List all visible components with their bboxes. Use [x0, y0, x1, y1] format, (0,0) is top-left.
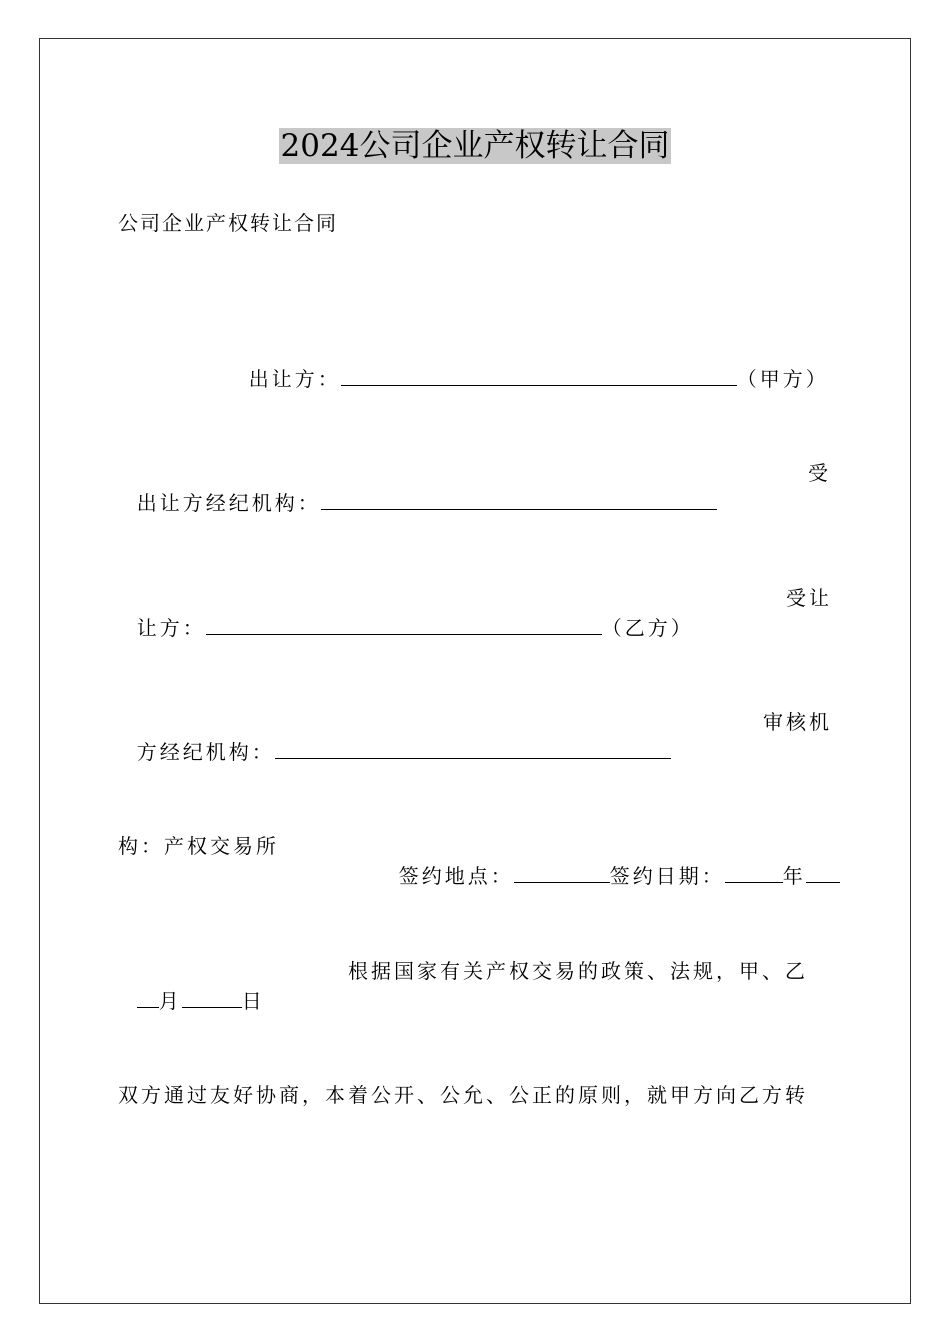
transferor-label: 出让方： — [248, 367, 341, 391]
line3-right: 受让 — [786, 586, 832, 610]
transferor-line — [230, 334, 829, 394]
review-agency-text: 构：产权交易所 — [118, 834, 279, 858]
body-text-1: 根据国家有关产权交易的政策、法规，甲、乙 — [348, 959, 808, 983]
transferee-agency-blank — [275, 738, 671, 759]
year-blank — [725, 862, 783, 883]
transferee-agency-line — [118, 707, 671, 767]
month-label: 月 — [158, 989, 182, 1013]
line4-right: 审核机 — [763, 710, 832, 734]
month-blank-start — [806, 862, 840, 883]
signing-place-label: 签约地点： — [398, 864, 514, 888]
date-line — [118, 956, 265, 1016]
line2-right: 受 — [808, 461, 831, 485]
party-b-label: （乙方） — [601, 616, 694, 640]
transferor-agency-label: 出让方经纪机构： — [136, 491, 321, 515]
signing-info-line — [380, 831, 840, 891]
document-subtitle: 公司企业产权转让合同 — [118, 211, 338, 235]
month-blank-end — [137, 987, 159, 1008]
transferee-agency-label: 方经纪机构： — [136, 740, 275, 764]
day-label: 日 — [241, 989, 265, 1013]
transferor-blank — [341, 365, 737, 386]
document-title: 2024公司企业产权转让合同 — [280, 128, 670, 164]
transferor-agency-line — [118, 458, 717, 518]
transferee-blank — [206, 614, 602, 635]
body-text-2: 双方通过友好协商，本着公开、公允、公正的原则，就甲方向乙方转 — [118, 1083, 808, 1107]
transferee-line — [118, 583, 694, 643]
transferor-agency-blank — [321, 489, 717, 510]
transferee-label: 让方： — [136, 616, 206, 640]
signing-date-label: 签约日期： — [609, 864, 725, 888]
year-label: 年 — [782, 864, 806, 888]
day-blank — [182, 987, 242, 1008]
signing-place-blank — [514, 862, 610, 883]
party-a-label: （甲方） — [736, 367, 829, 391]
